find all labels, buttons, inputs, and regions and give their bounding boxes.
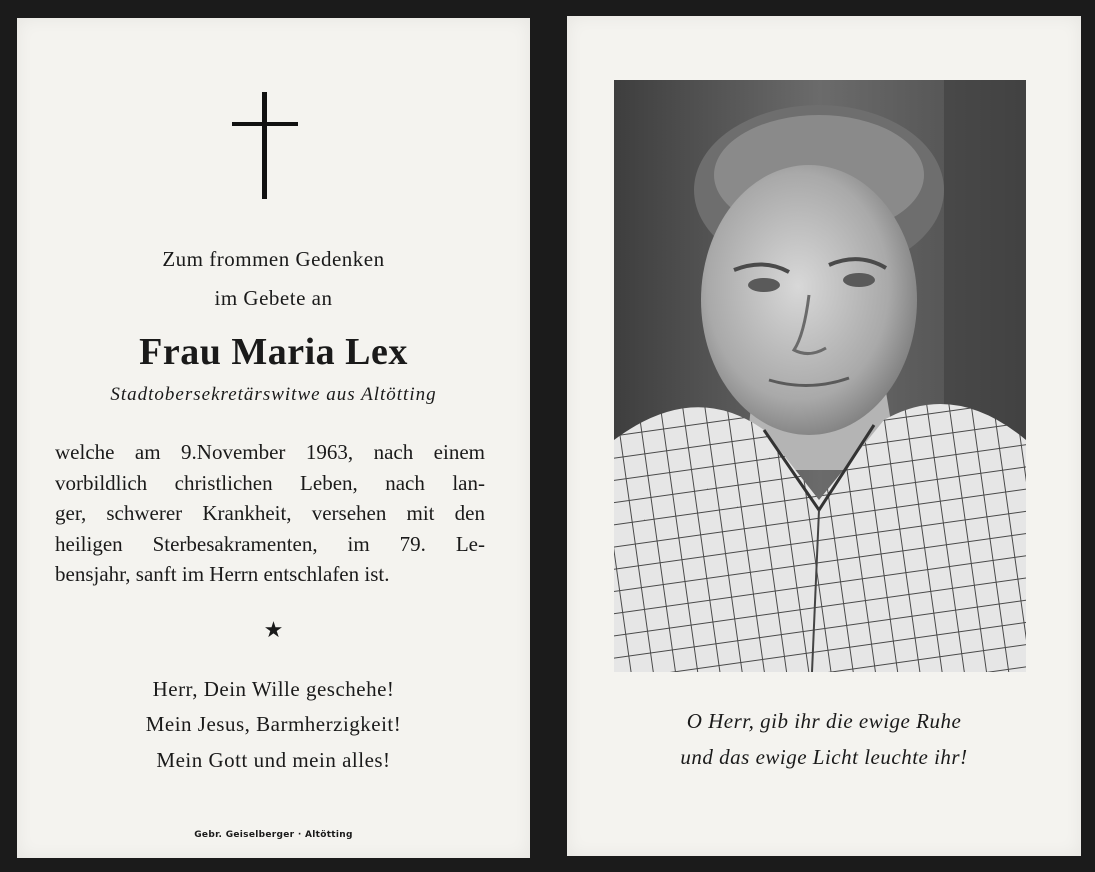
intro-line-2: im Gebete an	[214, 286, 333, 310]
occupation: Stadtobersekretärswitwe aus Altötting	[110, 384, 437, 405]
prayer-line-1: Herr, Dein Wille geschehe!	[152, 677, 395, 701]
prayer-caption-line-1: O Herr, gib ihr die ewige Ruhe	[686, 709, 962, 733]
star-icon: ★	[263, 617, 284, 642]
printer-credit: Gebr. Geiselberger · Altötting	[194, 830, 353, 840]
obituary-line: heiligen Sterbesakramenten, im 79. Le-	[55, 531, 485, 556]
cross-icon	[232, 92, 298, 199]
prayer-line-2: Mein Jesus, Barmherzigkeit!	[145, 712, 402, 736]
obituary-line: ger, schwerer Krankheit, versehen mit den	[55, 501, 485, 525]
left-panel	[17, 18, 530, 858]
right-panel	[567, 16, 1081, 856]
obituary-line: vorbildlich christlichen Leben, nach lan-	[55, 470, 485, 495]
obituary-text	[55, 437, 485, 590]
intro-line-1: Zum frommen Gedenken	[162, 247, 385, 271]
portrait-photo	[614, 80, 1026, 672]
prayer-caption-line-2: und das ewige Licht leuchte ihr!	[680, 745, 968, 769]
deceased-name: Frau Maria Lex	[139, 331, 408, 373]
obituary-line: bensjahr, sanft im Herrn entschlafen ist.	[55, 562, 390, 586]
prayer-line-3: Mein Gott und mein alles!	[156, 748, 391, 772]
portrait-image	[614, 80, 1026, 672]
obituary-line: welche am 9.November 1963, nach einem	[55, 440, 485, 464]
